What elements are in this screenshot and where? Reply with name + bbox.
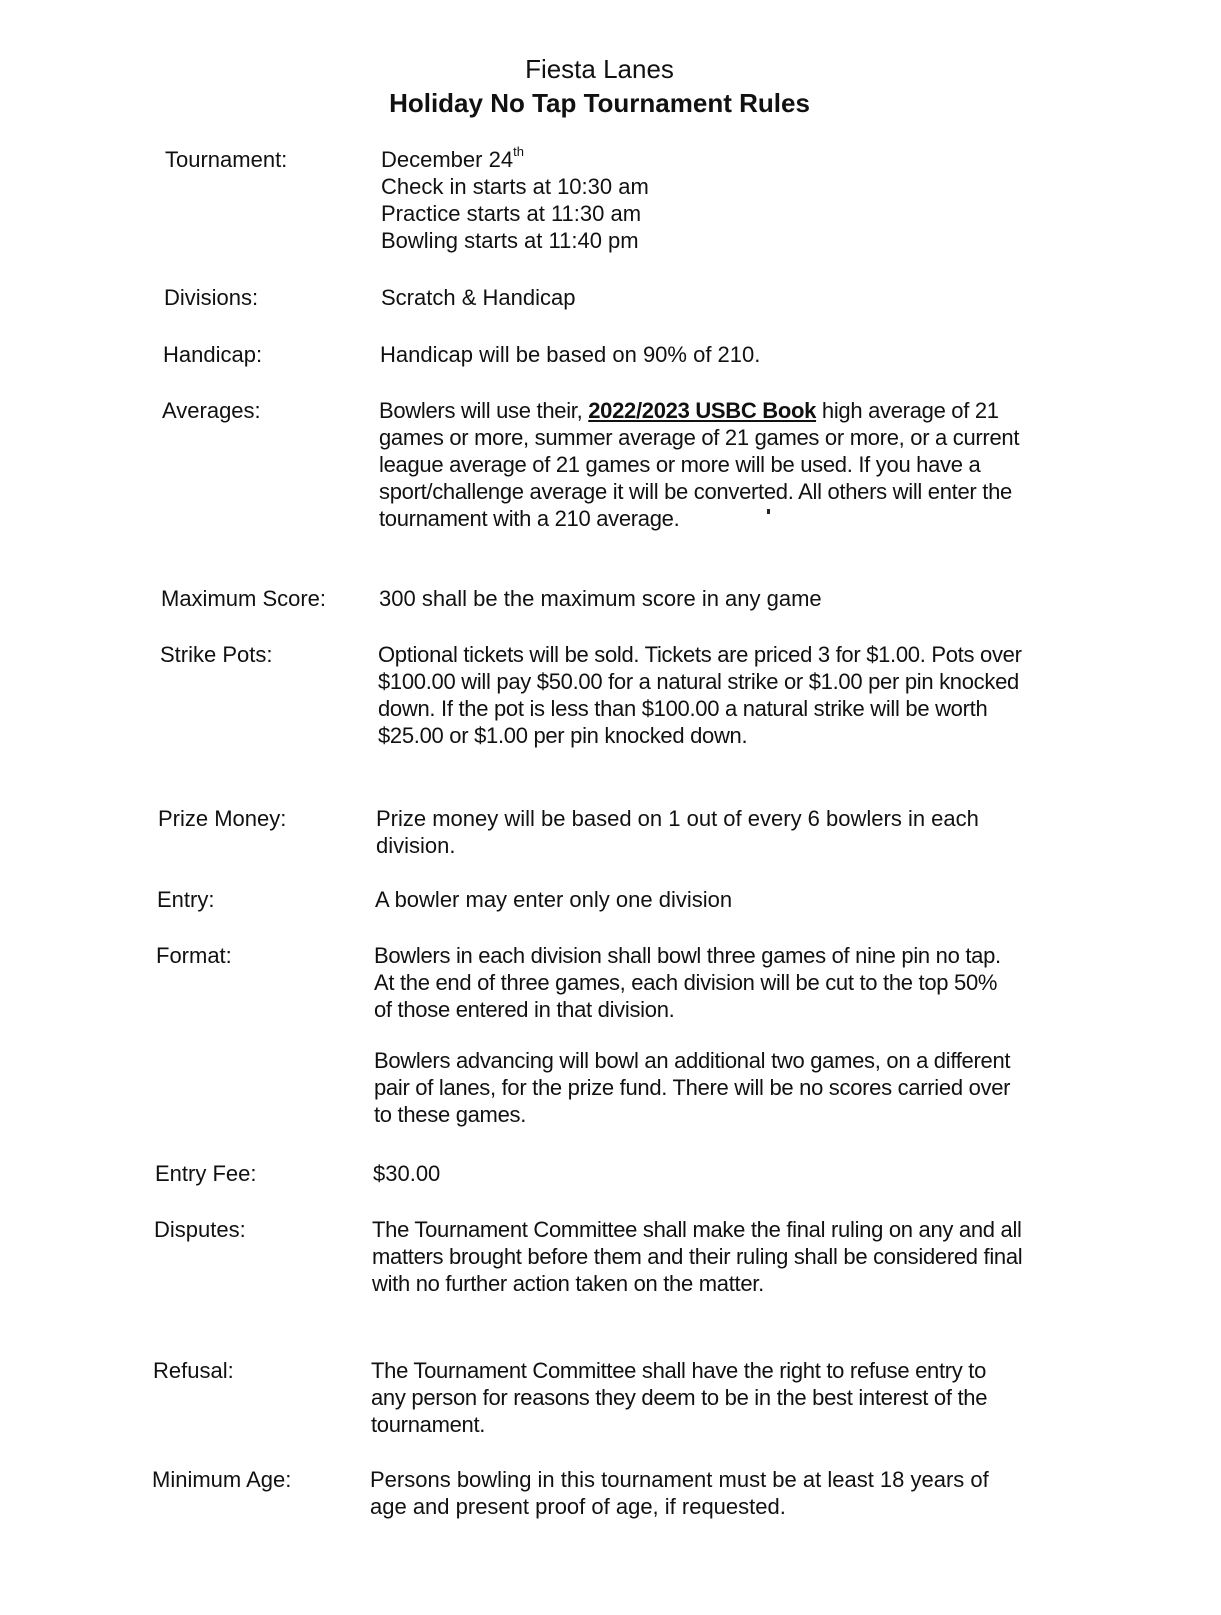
rule-label: Tournament: [165, 147, 288, 172]
rule-text: Prize money will be based on 1 out of every 6 bowlers in each division. [376, 806, 979, 858]
rule-label: Averages: [162, 398, 261, 423]
rule-text: Persons bowling in this tournament must be at least 18 years of age and present proof of age, if requested. [370, 1467, 989, 1519]
format-text [374, 942, 1014, 1128]
rule-text: $30.00 [373, 1161, 441, 1186]
rule-text: 300 shall be the maximum score in any game [379, 586, 822, 611]
rule-text: Bowlers will use their, 2022/2023 USBC Book high average of 21 games or more, summer average of 21 games or more, or a current league average of 21 games or more will be used. If you have a sport/challenge average it will be converted. All others will enter the tournament with a 210 average. [379, 398, 1020, 531]
venue-name: Fiesta Lanes [525, 54, 674, 84]
rule-text: Scratch & Handicap [381, 285, 576, 310]
stray-mark [767, 509, 770, 514]
check-in-time: Check in starts at 10:30 am [381, 174, 649, 199]
format-paragraph-1: Bowlers in each division shall bowl three games of nine pin no tap. At the end of three games, each division will be cut to the top 50% of those entered in that division. [374, 943, 1001, 1022]
rule-text: Optional tickets will be sold. Tickets are priced 3 for $1.00. Pots over $100.00 will pay $50.00 for a natural strike or $1.00 per pin knocked down. If the pot is less than $100.00 a natural strike will be worth $25.00 or $1.00 per pin knocked down. [378, 642, 1022, 748]
rule-label: Maximum Score: [161, 586, 327, 611]
rule-label: Strike Pots: [160, 642, 273, 667]
rule-label: Handicap: [163, 342, 263, 367]
usbc-book-emphasis: 2022/2023 USBC Book [588, 398, 817, 423]
rule-label: Entry Fee: [155, 1161, 257, 1186]
rule-label: Format: [156, 943, 232, 968]
format-paragraph-2: Bowlers advancing will bowl an additional two games, on a different pair of lanes, for the prize fund. There will be no scores carried over to these games. [374, 1048, 1011, 1127]
practice-time: Practice starts at 11:30 am [381, 201, 642, 226]
rule-text: A bowler may enter only one division [375, 887, 733, 912]
rule-text: The Tournament Committee shall have the right to refuse entry to any person for reasons they deem to be in the best interest of the tournament. [371, 1358, 988, 1437]
rule-label: Prize Money: [158, 806, 287, 831]
rule-label: Disputes: [154, 1217, 246, 1242]
tournament-schedule [381, 143, 1001, 254]
rule-label: Entry: [157, 887, 215, 912]
document-title: Holiday No Tap Tournament Rules [389, 88, 810, 118]
rule-label: Refusal: [153, 1358, 234, 1383]
rule-text: The Tournament Committee shall make the final ruling on any and all matters brought before them and their ruling shall be considered final with no further action taken on the matter. [372, 1217, 1023, 1296]
rule-text: Handicap will be based on 90% of 210. [380, 342, 761, 367]
bowling-time: Bowling starts at 11:40 pm [381, 228, 639, 253]
tournament-date: December 24th [381, 143, 524, 172]
rule-label: Minimum Age: [152, 1467, 292, 1492]
rule-label: Divisions: [164, 285, 259, 310]
